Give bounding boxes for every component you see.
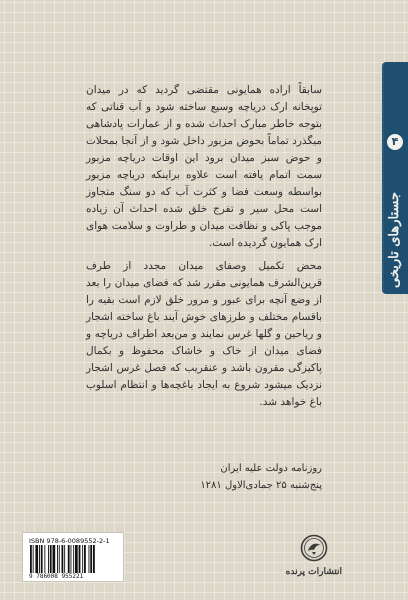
barcode-bar	[71, 545, 72, 573]
barcode-bar	[73, 545, 74, 573]
barcode-bar	[44, 545, 45, 573]
barcode-bar	[64, 545, 65, 573]
barcode-bar	[33, 545, 34, 573]
barcode-bar	[62, 545, 64, 573]
barcode-bar	[79, 545, 81, 573]
barcode-bar	[57, 545, 58, 573]
barcode-bar	[82, 545, 83, 573]
barcode-bar	[68, 545, 70, 573]
barcode-bar	[39, 545, 40, 573]
barcode-bar	[41, 545, 43, 573]
barcode-bar	[48, 545, 49, 573]
source-name: روزنامه دولت علیه ایران	[220, 463, 322, 474]
barcode-bar	[53, 545, 56, 573]
publisher-name: انتشارات پرنده	[285, 567, 342, 577]
series-tab	[382, 62, 408, 294]
quoted-text	[86, 82, 322, 417]
isbn-label: ISBN 978-6-0089552-2-1	[29, 537, 110, 545]
source-citation	[120, 460, 322, 494]
series-number: ۴	[387, 134, 403, 150]
barcode-bar	[89, 545, 90, 573]
publisher-logo-icon	[300, 534, 328, 562]
barcode-bar	[30, 545, 32, 573]
barcode-bar	[59, 545, 60, 573]
barcode-digits: 9 786008 955221	[29, 573, 84, 580]
paragraph-2: محض تکمیل وصفای میدان مجدد از طرف قرین‌الشرف همایونی مقرر شد که فضای میدان را بعد از وضع آنچه برای عبور و مرور خلق لازم است بقیه را باقسام مختلف و طرزهای خوش آیند باغ ساخته اشجار و ریاحین و گلها غرس نمایند و من‌بعد اطراف دریاچه و فضای میدان از خاک و خاشاک محفوظ و بکمال پاکیزگی مقرون باشد و عنقریب که فصل غرس اشجار نزدیک میشود شروع به ایجاد باغچه‌ها و انتظام اسلوب باغ خواهد شد.	[86, 260, 322, 408]
isbn-barcode	[22, 532, 124, 582]
barcode-bar	[35, 545, 38, 573]
barcode-bar	[90, 545, 92, 573]
barcode-bar	[93, 545, 95, 573]
paragraph-1: سابقاً اراده همایونی مقتضی گردید که در میدان توپخانه ارک دریاچه وسیع ساخته شود و آب قناتی که بتوجه خاطر مبارک احداث شده و از عمارات پادشاهی میگذرد تماماً بحوض مزبور داخل شود و از آنجا بمحلات و حوض سبز میدان برود این اوقات دریاچه مزبور سمت اتمام یافته است علاوه براینکه دریاچه مزبور بواسطه وسعت فضا و کثرت آب که دو سنگ متجاوز است محل سیر و تفرج خلق شده احداث آن زیاده موجب پاکی و نظافت میدان و طراوت و سلامت هوای ارک همایون گردیده است.	[86, 84, 322, 249]
series-title: جستارهای تاریخی	[387, 192, 402, 289]
barcode-bar	[84, 545, 86, 573]
source-date: پنج‌شنبه ۲۵ جمادی‌الاول ۱۲۸۱	[200, 480, 322, 491]
barcode-bar	[75, 545, 78, 573]
barcode-bar	[50, 545, 52, 573]
barcode-bars	[29, 545, 119, 573]
